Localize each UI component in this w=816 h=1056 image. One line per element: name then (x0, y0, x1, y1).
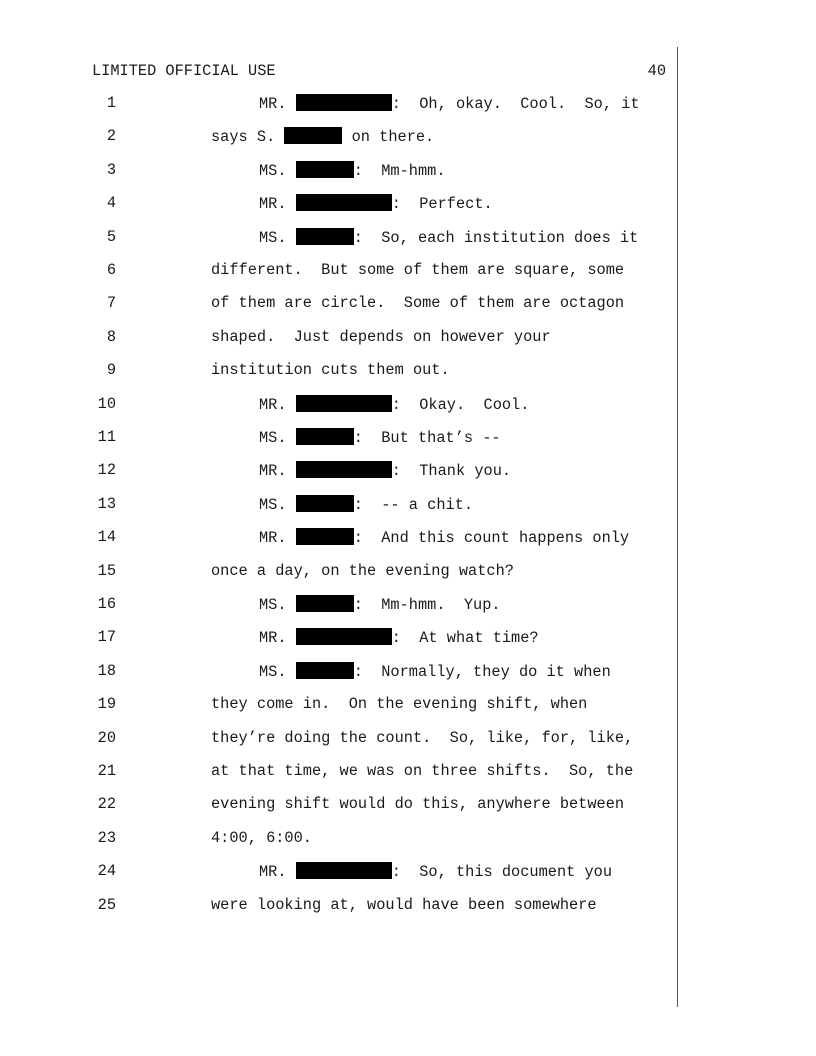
line-text (259, 662, 611, 681)
line-text (259, 862, 612, 881)
line-text (211, 294, 624, 312)
line-text (211, 361, 450, 379)
spoken-text: : At what time? (391, 629, 539, 648)
line-text (211, 795, 624, 813)
line-text (211, 762, 633, 780)
transcript-line (0, 228, 680, 248)
speaker-label: MR. (259, 195, 296, 214)
transcript-line (0, 862, 680, 882)
line-number: 3 (106, 160, 116, 179)
spoken-text: : And this count happens only (353, 529, 630, 548)
redaction-box (296, 461, 392, 478)
spoken-text: : Normally, they do it when (353, 662, 611, 681)
transcript-line (0, 461, 680, 481)
line-text (259, 228, 638, 247)
speaker-label: MS. (259, 228, 296, 247)
speaker-label: MS. (259, 596, 296, 614)
spoken-text: once a day, on the evening watch? (211, 561, 514, 580)
line-number: 12 (97, 461, 116, 480)
spoken-text: at that time, we was on three shifts. So, the (211, 762, 634, 780)
line-number: 20 (97, 728, 116, 747)
spoken-text: institution cuts them out. (211, 361, 450, 380)
line-number: 1 (106, 94, 116, 112)
line-number: 5 (106, 227, 116, 246)
line-number: 19 (97, 695, 116, 714)
line-number: 23 (97, 828, 116, 847)
line-number: 22 (97, 795, 116, 814)
speaker-label: MR. (259, 95, 296, 113)
transcript-line (0, 762, 680, 782)
transcript-line (0, 361, 680, 381)
redaction-box (296, 395, 392, 412)
transcript-line (0, 662, 680, 682)
transcript-line (0, 194, 680, 214)
spoken-text: : Perfect. (391, 195, 493, 214)
spoken-text: evening shift would do this, anywhere between (211, 795, 625, 814)
transcript-line (0, 261, 680, 281)
line-number: 18 (97, 661, 116, 680)
speaker-label: MR. (259, 529, 296, 548)
line-number: 11 (97, 428, 116, 446)
line-text (259, 94, 640, 113)
spoken-text: : So, each institution does it (353, 228, 639, 247)
line-number: 16 (97, 595, 116, 613)
redaction-box (296, 428, 354, 445)
transcript-line (0, 628, 680, 648)
redaction-box (284, 127, 342, 144)
redaction-box (296, 595, 354, 612)
page-number: 40 (647, 62, 666, 80)
transcript-line (0, 729, 680, 749)
line-text (211, 829, 312, 847)
spoken-text: : Okay. Cool. (391, 395, 530, 414)
transcript-line (0, 294, 680, 314)
spoken-text: : Mm-hmm. (353, 161, 446, 180)
speaker-label: MS. (259, 662, 296, 681)
line-text (259, 528, 629, 547)
speaker-label: MR. (259, 462, 296, 481)
line-text (259, 194, 493, 213)
line-number: 21 (97, 762, 116, 780)
line-number: 6 (106, 261, 116, 279)
line-number: 15 (97, 561, 116, 580)
line-number: 2 (106, 127, 116, 146)
spoken-text: : -- a chit. (353, 495, 474, 514)
spoken-text: : So, this document you (391, 863, 613, 882)
redaction-box (296, 662, 354, 679)
redaction-box (296, 528, 354, 545)
line-number: 13 (97, 494, 116, 513)
transcript-line (0, 495, 680, 515)
line-prefix: says S. (211, 128, 285, 147)
line-number: 17 (97, 628, 116, 647)
spoken-text: 4:00, 6:00. (211, 828, 312, 847)
speaker-label: MS. (259, 495, 296, 514)
transcript-line (0, 562, 680, 582)
transcript-line (0, 395, 680, 415)
line-text (211, 328, 551, 346)
line-number: 24 (97, 862, 116, 881)
line-text (211, 695, 587, 713)
line-text (211, 127, 434, 146)
line-number: 25 (97, 895, 116, 914)
line-text (259, 628, 539, 647)
spoken-text: they come in. On the evening shift, when (211, 695, 588, 714)
spoken-text: shaped. Just depends on however your (211, 327, 551, 346)
transcript-line (0, 829, 680, 849)
redaction-box (296, 228, 354, 245)
spoken-text: : Oh, okay. Cool. So, it (391, 95, 640, 113)
spoken-text: they’re doing the count. So, like, for, like, (211, 728, 634, 747)
line-number: 9 (106, 361, 116, 380)
spoken-text: : But that’s -- (353, 429, 501, 447)
transcript-line (0, 94, 680, 114)
redaction-box (296, 862, 392, 879)
spoken-text: were looking at, would have been somewhere (211, 895, 597, 914)
line-number: 14 (97, 528, 116, 547)
line-text (259, 495, 473, 514)
spoken-text: on there. (342, 128, 435, 147)
speaker-label: MR. (259, 863, 296, 882)
transcript-line (0, 695, 680, 715)
speaker-label: MR. (259, 395, 296, 414)
spoken-text: different. But some of them are square, some (211, 261, 625, 279)
redaction-box (296, 161, 354, 178)
line-text (259, 395, 529, 414)
redaction-box (296, 94, 392, 111)
speaker-label: MS. (259, 429, 296, 447)
redaction-box (296, 628, 392, 645)
speaker-label: MS. (259, 161, 296, 180)
transcript-line (0, 428, 680, 448)
line-text (211, 261, 624, 279)
line-text (211, 562, 514, 580)
transcript-line (0, 127, 680, 147)
transcript-line (0, 161, 680, 181)
line-number: 10 (97, 394, 116, 413)
redaction-box (296, 194, 392, 211)
line-number: 8 (106, 327, 116, 346)
line-text (259, 595, 501, 614)
spoken-text: : Thank you. (391, 462, 512, 481)
line-text (211, 729, 633, 747)
transcript-line (0, 795, 680, 815)
line-text (259, 461, 511, 480)
transcript-line (0, 896, 680, 916)
line-text (259, 161, 446, 180)
line-text (259, 428, 501, 447)
transcript-line (0, 528, 680, 548)
line-number: 7 (106, 294, 116, 313)
spoken-text: of them are circle. Some of them are octagon (211, 294, 625, 313)
transcript-line (0, 328, 680, 348)
spoken-text: : Mm-hmm. Yup. (353, 596, 501, 614)
line-text (211, 896, 597, 914)
classification-header: LIMITED OFFICIAL USE (92, 62, 276, 80)
line-number: 4 (106, 194, 116, 213)
redaction-box (296, 495, 354, 512)
speaker-label: MR. (259, 629, 296, 648)
transcript-line (0, 595, 680, 615)
